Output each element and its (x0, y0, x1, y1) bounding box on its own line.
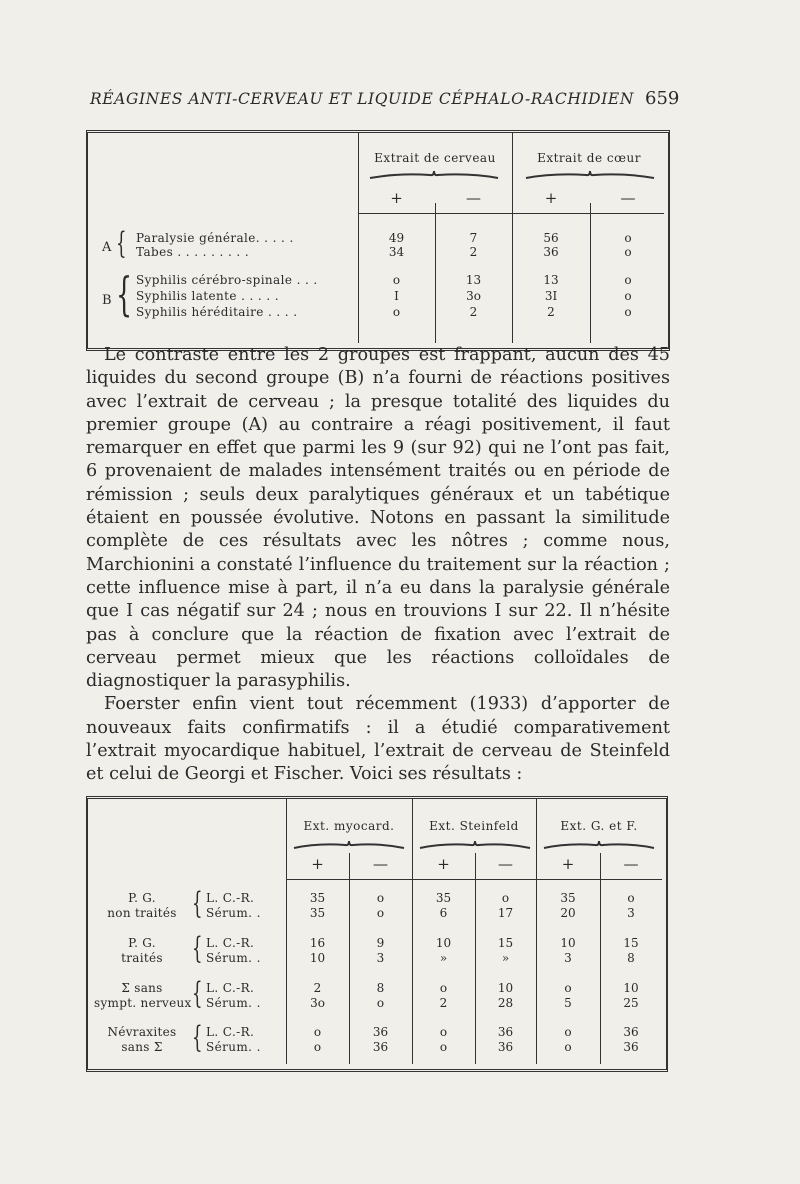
cell-value: 8 (627, 951, 635, 965)
cell-value: 13 (465, 273, 482, 287)
cell-value: » (501, 951, 510, 965)
cell-value: 3I (544, 289, 558, 303)
cell-value: 2 (547, 305, 555, 319)
sign-plus: + (437, 855, 450, 873)
brace-a: { (116, 226, 127, 261)
brace-cerveau (368, 169, 500, 181)
cell-value: o (627, 891, 635, 905)
cell-value: 36 (372, 1040, 389, 1054)
cell-value: 3 (627, 906, 635, 920)
group-name: P. G. (128, 891, 156, 905)
sign-minus: — (466, 189, 481, 207)
group-name: Σ sans (121, 981, 163, 995)
cell-value: o (376, 996, 385, 1010)
row-label: Sérum. . (206, 1040, 261, 1054)
cell-value: 36 (372, 1025, 389, 1039)
header-rule (286, 879, 662, 880)
sign-minus: — (498, 855, 513, 873)
cell-value: o (501, 891, 510, 905)
cell-value: 35 (309, 891, 326, 905)
sign-plus: + (390, 189, 403, 207)
cell-value: o (564, 1025, 572, 1039)
group-name: sympt. nerveux (94, 996, 192, 1010)
cell-value: 3o (466, 289, 481, 303)
row-label: L. C.-R. (206, 981, 255, 995)
sign-minus: — (623, 855, 639, 873)
cell-value: 35 (309, 906, 326, 920)
cell-value: 2 (469, 245, 478, 259)
group-letter-b: B (102, 293, 112, 308)
table-foerster-resultats (86, 796, 668, 1072)
brace-b: { (116, 267, 133, 321)
cell-value: 16 (309, 936, 326, 950)
cell-value: o (313, 1040, 322, 1054)
group-name: P. G. (128, 936, 156, 950)
col-group-coeur: Extrait de cœur (537, 151, 641, 165)
cell-value: 49 (388, 231, 405, 245)
brace-group: { (192, 976, 203, 1011)
cell-value: 5 (564, 996, 572, 1010)
cell-value: o (564, 1040, 572, 1054)
sign-minus: — (373, 855, 388, 873)
col-group-cerveau: Extrait de cerveau (374, 151, 496, 165)
row-label: Tabes . . . . . . . . . (136, 245, 250, 259)
paragraph: Foerster enfin vient tout récemment (1933) d’apporter de nouveaux faits confirmatifs : il a étudié comparativement l’extrait myocardique habituel, l’extrait de cerveau de Steinfeld et celui de Georgi et Fischer. Voici ses résultats : (86, 694, 670, 785)
row-label: Syphilis cérébro-spinale . . . (136, 273, 318, 287)
body-text (86, 344, 670, 787)
cell-value: 35 (435, 891, 452, 905)
sign-plus: + (311, 855, 324, 873)
cell-value: 36 (497, 1040, 514, 1054)
paragraph: Le contraste entre les 2 groupes est frappant, aucun des 45 liquides du second groupe (B) n’a fourni de réactions positives avec l’extrait de cerveau ; la presque totalité des liquides du premier groupe (A) au contraire a réagi positivement, il faut remarquer en effet que parmi les 9 (sur 92) qui ne l’ont pas fait, 6 provenaient de malades intensément traités ou en période de rémission ; seuls deux paralytiques généraux et un tabétique étaient en poussée évolutive. Notons en passant la similitude complète de ces résultats avec les nôtres ; comme nous, Marchionini a constaté l’influence du traitement sur la réaction ; cette influence mise à part, il n’a eu dans la paralysie générale que I cas négatif sur 24 ; nous en trouvions I sur 22. Il n’hésite pas à conclure que la réaction de fixation avec l’extrait de cerveau permet mieux que les réactions colloïdales de diagnostiquer la parasyphilis. (86, 345, 670, 692)
row-label: Paralysie générale. . . . . (136, 231, 294, 245)
brace-group: { (192, 1020, 203, 1055)
col-group-myocard: Ext. myocard. (303, 819, 395, 833)
group-name: non traités (107, 906, 177, 920)
cell-value: 9 (376, 936, 385, 950)
cell-value: o (439, 1040, 448, 1054)
cell-value: 15 (623, 936, 639, 950)
row-label: L. C.-R. (206, 936, 255, 950)
brace-group: { (192, 931, 203, 966)
row-label: Sérum. . (206, 996, 261, 1010)
cell-value: 13 (543, 273, 559, 287)
cell-value: o (392, 305, 401, 319)
cell-value: 10 (435, 936, 452, 950)
group-name: sans Σ (121, 1040, 163, 1054)
cell-value: 7 (469, 231, 478, 245)
cell-value: 36 (543, 245, 559, 259)
cell-value: 3 (376, 951, 385, 965)
cell-value: 20 (560, 906, 576, 920)
cell-value: 10 (309, 951, 326, 965)
sign-plus: + (544, 189, 558, 207)
cell-value: 6 (439, 906, 448, 920)
cell-value: o (624, 245, 632, 259)
cell-value: o (624, 289, 632, 303)
row-label: Sérum. . (206, 951, 261, 965)
table-reagines-cerveau-coeur (86, 130, 670, 351)
cell-value: o (376, 891, 385, 905)
col-group-steinfeld: Ext. Steinfeld (429, 819, 519, 833)
cell-value: 25 (623, 996, 639, 1010)
cell-value: 2 (469, 305, 478, 319)
cell-value: 2 (313, 981, 322, 995)
header-rule (358, 213, 664, 214)
row-label: Syphilis latente . . . . . (136, 289, 280, 303)
cell-value: 56 (543, 231, 559, 245)
brace-group: { (192, 886, 203, 921)
cell-value: » (439, 951, 448, 965)
cell-value: 28 (497, 996, 514, 1010)
cell-value: o (624, 273, 632, 287)
col-group-georgi-fischer: Ext. G. et F. (560, 819, 638, 833)
cell-value: 10 (560, 936, 576, 950)
cell-value: o (313, 1025, 322, 1039)
cell-value: 35 (560, 891, 576, 905)
group-letter-a: A (102, 240, 112, 255)
cell-value: o (624, 231, 632, 245)
running-title: RÉAGINES ANTI-CERVEAU ET LIQUIDE CÉPHALO-RACHIDIEN (90, 90, 635, 108)
cell-value: 10 (623, 981, 639, 995)
brace-myocard (292, 839, 406, 851)
group-name: Névraxites (107, 1025, 177, 1039)
row-label: Sérum. . (206, 906, 261, 920)
group-name: traités (121, 951, 163, 965)
cell-value: o (392, 273, 401, 287)
cell-value: 36 (623, 1040, 639, 1054)
cell-value: o (624, 305, 632, 319)
cell-value: 15 (497, 936, 514, 950)
cell-value: 17 (497, 906, 514, 920)
row-label: L. C.-R. (206, 1025, 255, 1039)
running-header (0, 86, 800, 116)
cell-value: 36 (623, 1025, 639, 1039)
cell-value: 34 (388, 245, 405, 259)
row-label: Syphilis héréditaire . . . . (136, 305, 298, 319)
brace-coeur (524, 169, 656, 181)
brace-steinfeld (418, 839, 532, 851)
cell-value: 8 (376, 981, 385, 995)
cell-value: 3 (564, 951, 572, 965)
sign-plus: + (561, 855, 575, 873)
page-number: 659 (645, 88, 680, 109)
cell-value: I (394, 289, 399, 303)
cell-value: 10 (497, 981, 514, 995)
cell-value: o (439, 981, 448, 995)
cell-value: o (439, 1025, 448, 1039)
cell-value: 36 (497, 1025, 514, 1039)
cell-value: o (564, 981, 572, 995)
brace-georgi-fischer (542, 839, 656, 851)
sign-minus: — (620, 189, 636, 207)
cell-value: 3o (310, 996, 325, 1010)
cell-value: 2 (439, 996, 448, 1010)
cell-value: o (376, 906, 385, 920)
row-label: L. C.-R. (206, 891, 255, 905)
